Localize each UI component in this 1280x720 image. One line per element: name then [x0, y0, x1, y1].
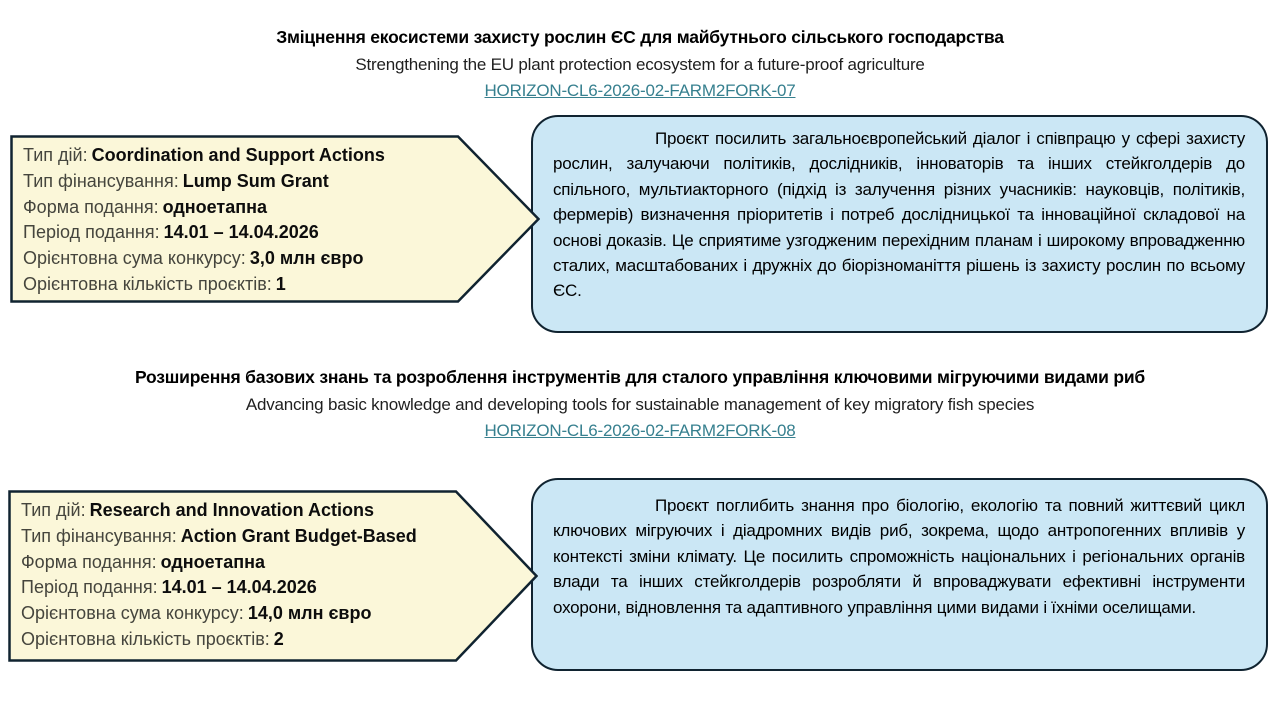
detail-submission-form	[21, 550, 453, 576]
detail-label: Період подання:	[23, 222, 160, 243]
topic-2-details-list	[21, 498, 453, 653]
detail-label: Форма подання:	[21, 551, 157, 572]
detail-value: одноетапна	[160, 551, 266, 572]
topic-1-details-list	[23, 143, 455, 298]
detail-value: Action Grant Budget-Based	[180, 525, 417, 546]
detail-label: Орієнтовна сума конкурсу:	[21, 603, 244, 624]
topic-1-header	[0, 24, 1280, 104]
detail-value: 2	[273, 628, 284, 649]
detail-value: 14,0 млн євро	[247, 603, 372, 624]
topic-1-description-text: Проєкт посилить загальноєвропейський діалог і співпрацю у сфері захисту рослин, залучаючи політиків, дослідників, інноваторів та інших стейкголдерів до спільного, мультиакторного (підхід із залучення різних учасників: науковців, політиків, фермерів) визначення пріоритетів і потреб дослідницької та інноваційної складової на основі доказів. Це сприятиме узгодженим перехідним планам і широкому впровадженню сталих, масштабованих і дружніх до біорізноманіття рішень із захисту рослин по всьому ЄС.	[553, 129, 1245, 301]
topic-2-description-text: Проєкт поглибить знання про біологію, екологію та повний життєвий цикл ключових мігруючих і діадромних видів риб, зокрема, щодо антропогенних впливів у контексті зміни клімату. Це посилить спроможність національних і регіональних органів влади та інших стейкголдерів розробляти й впроваджувати ефективні інструменти охорони, відновлення та адаптивного управління цими видами і їхніми оселищами.	[553, 496, 1245, 617]
topic-2-header	[0, 364, 1280, 444]
detail-value: одноетапна	[162, 196, 268, 217]
topic-1-title-ukrainian: Зміцнення екосистеми захисту рослин ЄС для майбутнього сільського господарства	[276, 27, 1004, 47]
detail-submission-form	[23, 195, 455, 221]
detail-label: Тип дій:	[23, 145, 88, 165]
detail-funding-type	[23, 169, 455, 195]
detail-value: 14.01 – 14.04.2026	[163, 222, 319, 243]
detail-value: 1	[275, 273, 286, 294]
topic-1-title-english: Strengthening the EU plant protection ecosystem for a future-proof agriculture	[355, 55, 925, 74]
detail-project-count	[23, 272, 455, 298]
detail-submission-period	[21, 575, 453, 601]
detail-action-type	[23, 143, 455, 169]
detail-value: 3,0 млн євро	[249, 248, 364, 269]
detail-label: Орієнтовна сума конкурсу:	[23, 248, 246, 269]
detail-value: Lump Sum Grant	[182, 170, 329, 191]
detail-label: Форма подання:	[23, 196, 159, 217]
topic-2-title-ukrainian: Розширення базових знань та розроблення інструментів для сталого управління ключовими мігруючими видами риб	[134, 367, 1146, 387]
detail-value: Research and Innovation Actions	[89, 500, 374, 520]
topic-1-call-id-link[interactable]: HORIZON-CL6-2026-02-FARM2FORK-07	[484, 81, 796, 100]
detail-label: Тип фінансування:	[23, 170, 179, 191]
topic-2-call-id-link[interactable]: HORIZON-CL6-2026-02-FARM2FORK-08	[484, 421, 796, 440]
detail-label: Тип дій:	[21, 500, 86, 520]
detail-project-count	[21, 627, 453, 653]
detail-label: Орієнтовна кількість проєктів:	[23, 273, 272, 294]
detail-label: Орієнтовна кількість проєктів:	[21, 628, 270, 649]
detail-value: Coordination and Support Actions	[91, 145, 385, 165]
topic-1-description-box	[531, 115, 1268, 333]
detail-label: Період подання:	[21, 577, 158, 598]
detail-value: 14.01 – 14.04.2026	[161, 577, 317, 598]
topic-2-title-english: Advancing basic knowledge and developing tools for sustainable management of key migratory fish species	[245, 395, 1035, 414]
topic-2-description-box	[531, 478, 1268, 671]
detail-label: Тип фінансування:	[21, 525, 177, 546]
detail-budget	[21, 601, 453, 627]
detail-action-type	[21, 498, 453, 524]
detail-budget	[23, 246, 455, 272]
detail-submission-period	[23, 220, 455, 246]
detail-funding-type	[21, 524, 453, 550]
